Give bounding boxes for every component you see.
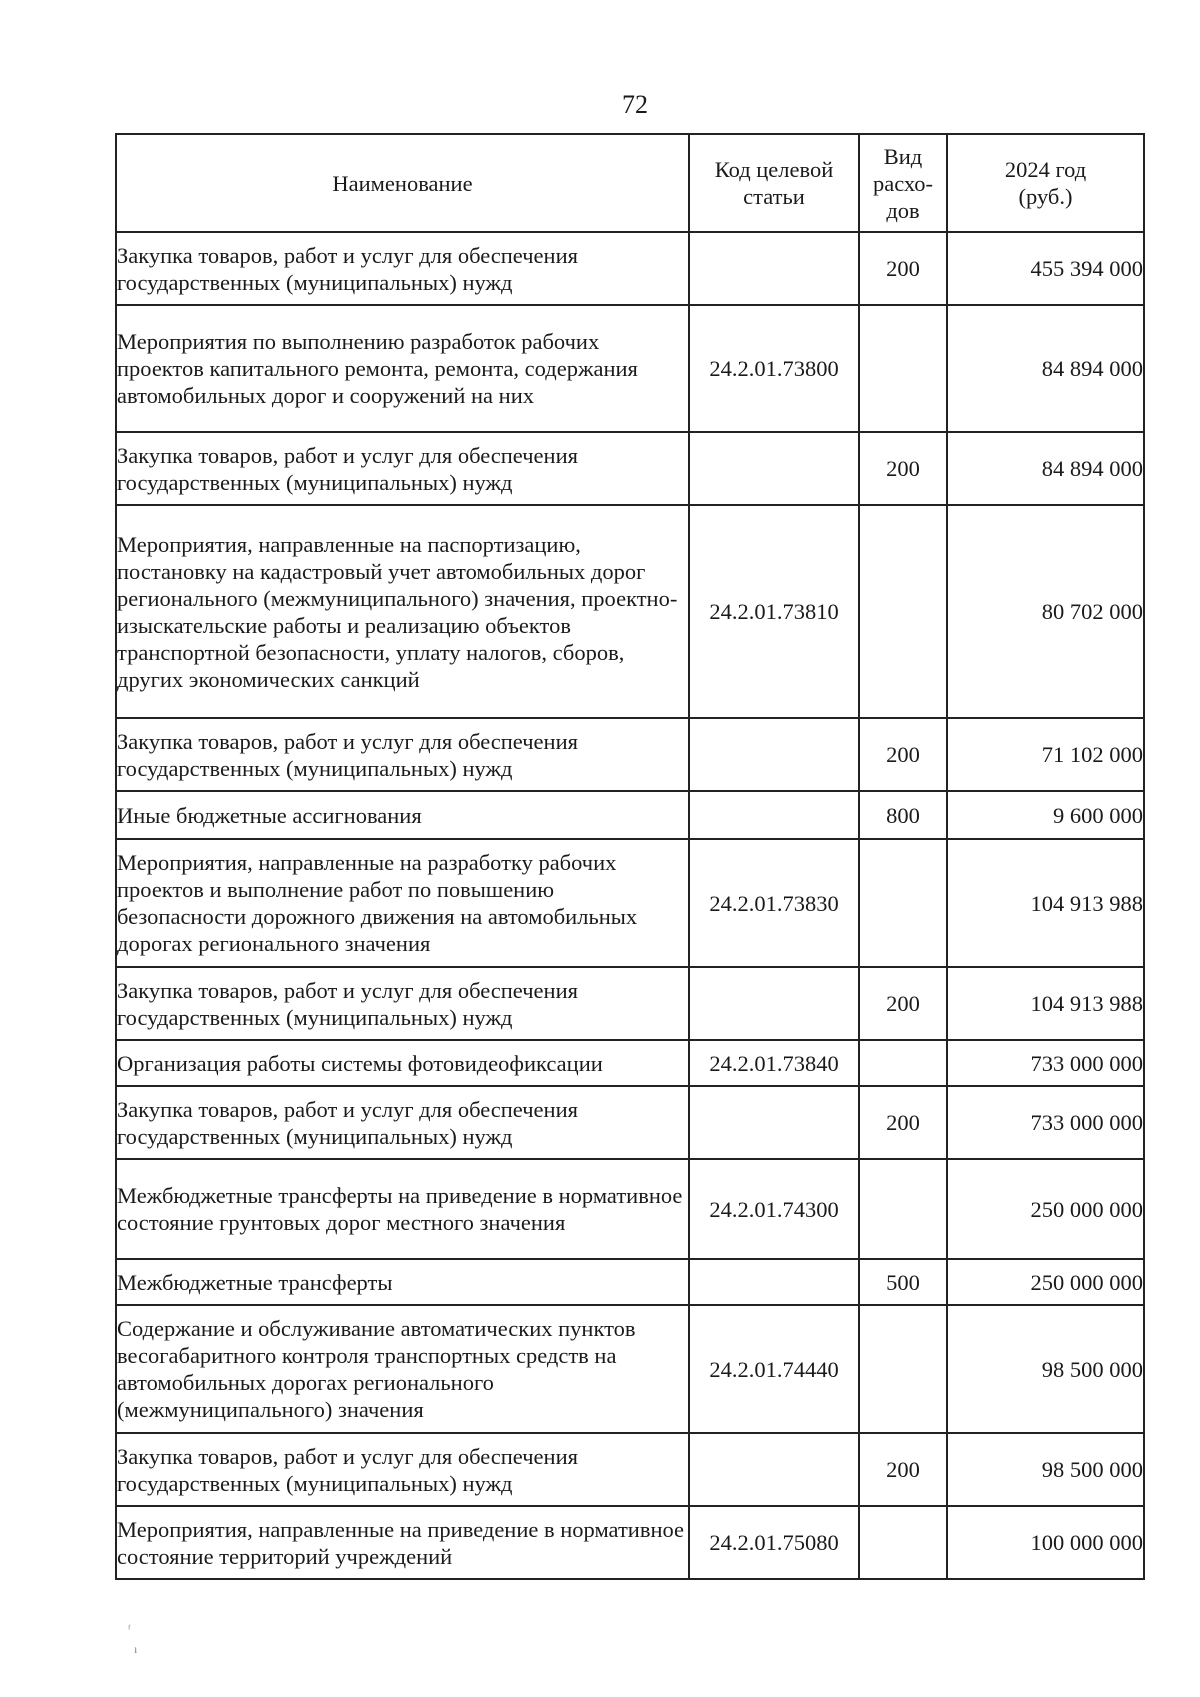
row-sum: 80 702 000 [947,505,1144,718]
row-name: Иные бюджетные ассигнования [116,791,689,839]
table-row [116,967,1144,1040]
table-row [116,232,1144,305]
row-code: 24.2.01.74300 [689,1159,859,1259]
row-type [859,305,947,432]
row-type [859,1040,947,1086]
row-name: Мероприятия по выполнению разработок рабочих проектов капитального ремонта, ремонта, содержания автомобильных дорог и сооружений на них [116,305,689,432]
row-type [859,1159,947,1259]
row-name: Закупка товаров, работ и услуг для обеспечения государственных (муниципальных) нужд [116,432,689,505]
row-name: Организация работы системы фотовидеофиксации [116,1040,689,1086]
row-type: 800 [859,791,947,839]
header-type: Вид расхо-дов [859,134,947,232]
scan-artifact-mark: ı [134,1642,138,1656]
row-code: 24.2.01.74440 [689,1305,859,1433]
row-code: 24.2.01.73840 [689,1040,859,1086]
row-sum: 455 394 000 [947,232,1144,305]
row-name: Межбюджетные трансферты [116,1259,689,1305]
row-name: Закупка товаров, работ и услуг для обеспечения государственных (муниципальных) нужд [116,1433,689,1506]
row-sum: 98 500 000 [947,1433,1144,1506]
row-type: 200 [859,232,947,305]
table-row [116,305,1144,432]
row-name: Закупка товаров, работ и услуг для обеспечения государственных (муниципальных) нужд [116,718,689,791]
table-row [116,432,1144,505]
row-code [689,967,859,1040]
header-name: Наименование [116,134,689,232]
row-name: Мероприятия, направленные на разработку рабочих проектов и выполнение работ по повышению безопасности дорожного движения на автомобильных дорогах регионального значения [116,839,689,967]
table-row [116,1040,1144,1086]
row-sum: 84 894 000 [947,432,1144,505]
row-code [689,718,859,791]
table-row [116,1159,1144,1259]
row-type: 200 [859,432,947,505]
row-sum: 733 000 000 [947,1040,1144,1086]
scan-artifact-mark: ᶠ [128,1622,131,1636]
row-type [859,839,947,967]
row-name: Закупка товаров, работ и услуг для обеспечения государственных (муниципальных) нужд [116,1086,689,1159]
row-type: 200 [859,1086,947,1159]
row-code [689,1259,859,1305]
row-type: 200 [859,718,947,791]
table-row [116,1305,1144,1433]
row-sum: 104 913 988 [947,967,1144,1040]
table-row [116,1259,1144,1305]
table-row [116,791,1144,839]
table-row [116,839,1144,967]
row-name: Мероприятия, направленные на паспортизацию, постановку на кадастровый учет автомобильных дорог регионального (межмуниципального) значения, проектно-изыскательские работы и реализацию объектов транспортной безопасности, уплату налогов, сборов, других экономических санкций [116,505,689,718]
row-name: Содержание и обслуживание автоматических пунктов весогабаритного контроля транспортных средств на автомобильных дорогах регионального (межмуниципального) значения [116,1305,689,1433]
row-code [689,232,859,305]
row-code [689,1086,859,1159]
row-sum: 98 500 000 [947,1305,1144,1433]
budget-table [115,133,1145,1580]
table-row [116,505,1144,718]
row-code: 24.2.01.73830 [689,839,859,967]
row-type: 500 [859,1259,947,1305]
row-name: Межбюджетные трансферты на приведение в нормативное состояние грунтовых дорог местного значения [116,1159,689,1259]
page-number: 72 [622,90,648,119]
row-code: 24.2.01.75080 [689,1506,859,1579]
row-sum: 250 000 000 [947,1159,1144,1259]
header-code: Код целевой статьи [689,134,859,232]
row-code [689,1433,859,1506]
row-code [689,432,859,505]
row-type [859,505,947,718]
table-row [116,1086,1144,1159]
row-code [689,791,859,839]
row-type [859,1305,947,1433]
row-code: 24.2.01.73810 [689,505,859,718]
row-name: Закупка товаров, работ и услуг для обеспечения государственных (муниципальных) нужд [116,967,689,1040]
row-sum: 250 000 000 [947,1259,1144,1305]
row-sum: 9 600 000 [947,791,1144,839]
row-code: 24.2.01.73800 [689,305,859,432]
row-sum: 104 913 988 [947,839,1144,967]
row-name: Мероприятия, направленные на приведение в нормативное состояние территорий учреждений [116,1506,689,1579]
row-name: Закупка товаров, работ и услуг для обеспечения государственных (муниципальных) нужд [116,232,689,305]
row-sum: 733 000 000 [947,1086,1144,1159]
row-sum: 100 000 000 [947,1506,1144,1579]
table-row [116,718,1144,791]
row-type: 200 [859,1433,947,1506]
header-sum: 2024 год (руб.) [947,134,1144,232]
table-row [116,1433,1144,1506]
table-row [116,1506,1144,1579]
row-type [859,1506,947,1579]
table-header-row [116,134,1144,232]
row-sum: 84 894 000 [947,305,1144,432]
row-sum: 71 102 000 [947,718,1144,791]
row-type: 200 [859,967,947,1040]
